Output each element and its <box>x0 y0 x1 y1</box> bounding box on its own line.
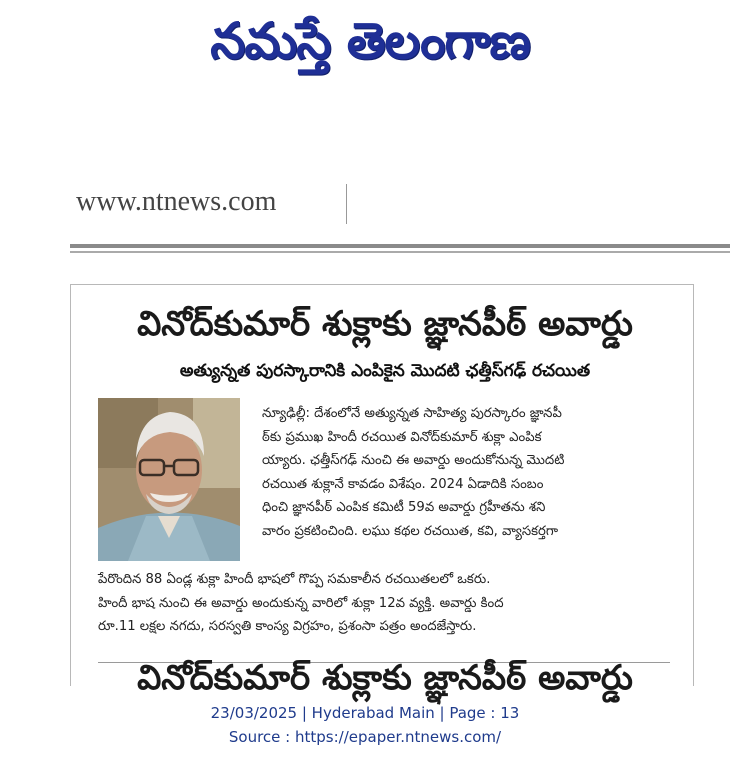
footer-date-edition: 23/03/2025 | Hyderabad Main | Page : 13 <box>210 704 520 722</box>
article-body-continued <box>98 568 670 639</box>
article-body-line: ఠ్‌కు ప్రముఖ హిందీ రచయిత వినోద్‌కుమార్ శుక్లా ఎంపిక <box>262 429 542 445</box>
article-body-line: హిందీ భాష నుంచి ఈ అవార్డు అందుకున్న వారిలో శుక్లా 12వ వ్యక్తి. అవార్డు కింద <box>98 595 504 611</box>
next-article-headline: వినోద్‌కుమార్ శుక్లాకు జ్ఞానపీఠ్ అవార్డు <box>137 658 633 698</box>
article-body <box>262 402 670 544</box>
site-url: www.ntnews.com <box>76 186 277 217</box>
article-subheadline: అత్యున్నత పురస్కారానికి ఎంపికైన మొదటి ఛత్తీస్‌గఢ్ రచయిత <box>179 361 591 381</box>
masthead <box>160 6 580 76</box>
article-body-line: రచయిత శుక్లానే కావడం విశేషం. 2024 ఏడాదికి సంబం <box>262 476 544 492</box>
article-body-line: వారం ప్రకటించింది. లఘు కథల రచయిత, కవి, వ్యాసకర్తగా <box>262 523 558 539</box>
author-photo <box>98 398 240 561</box>
header-rule-thin <box>70 251 730 253</box>
masthead-title: నమస్తే తెలంగాణ <box>210 12 530 70</box>
article-headline: వినోద్‌కుమార్ శుక్లాకు జ్ఞానపీఠ్ అవార్డు <box>137 304 633 344</box>
article-body-line: య్యారు. ఛత్తీస్‌గఢ్ నుంచి ఈ అవార్డు అందుకోనున్న మొదటి <box>262 453 565 469</box>
article-body-line: ధించి జ్ఞానపీఠ్ ఎంపిక కమిటీ 59వ అవార్డు గ్రహీతను శని <box>262 500 546 516</box>
article-body-line: రూ.11 లక్షల నగదు, సరస్వతి కాంస్య విగ్రహం, ప్రశంసా పత్రం అందజేస్తారు. <box>98 619 477 635</box>
footer-source: Source : https://epaper.ntnews.com/ <box>228 728 502 746</box>
article-body-line: న్యూఢిల్లీ: దేశంలోనే అత్యున్నత సాహిత్య పురస్కారం జ్ఞానపీ <box>262 406 562 421</box>
url-divider <box>346 184 347 224</box>
article-body-line: పేరొందిన 88 ఏండ్ల శుక్లా హిందీ భాషలో గొప్ప సమకాలీన రచయితలలో ఒకరు. <box>98 572 491 587</box>
header-rule-thick <box>70 244 730 248</box>
next-article-headline-cropped <box>90 658 680 698</box>
author-portrait-icon <box>98 398 240 561</box>
